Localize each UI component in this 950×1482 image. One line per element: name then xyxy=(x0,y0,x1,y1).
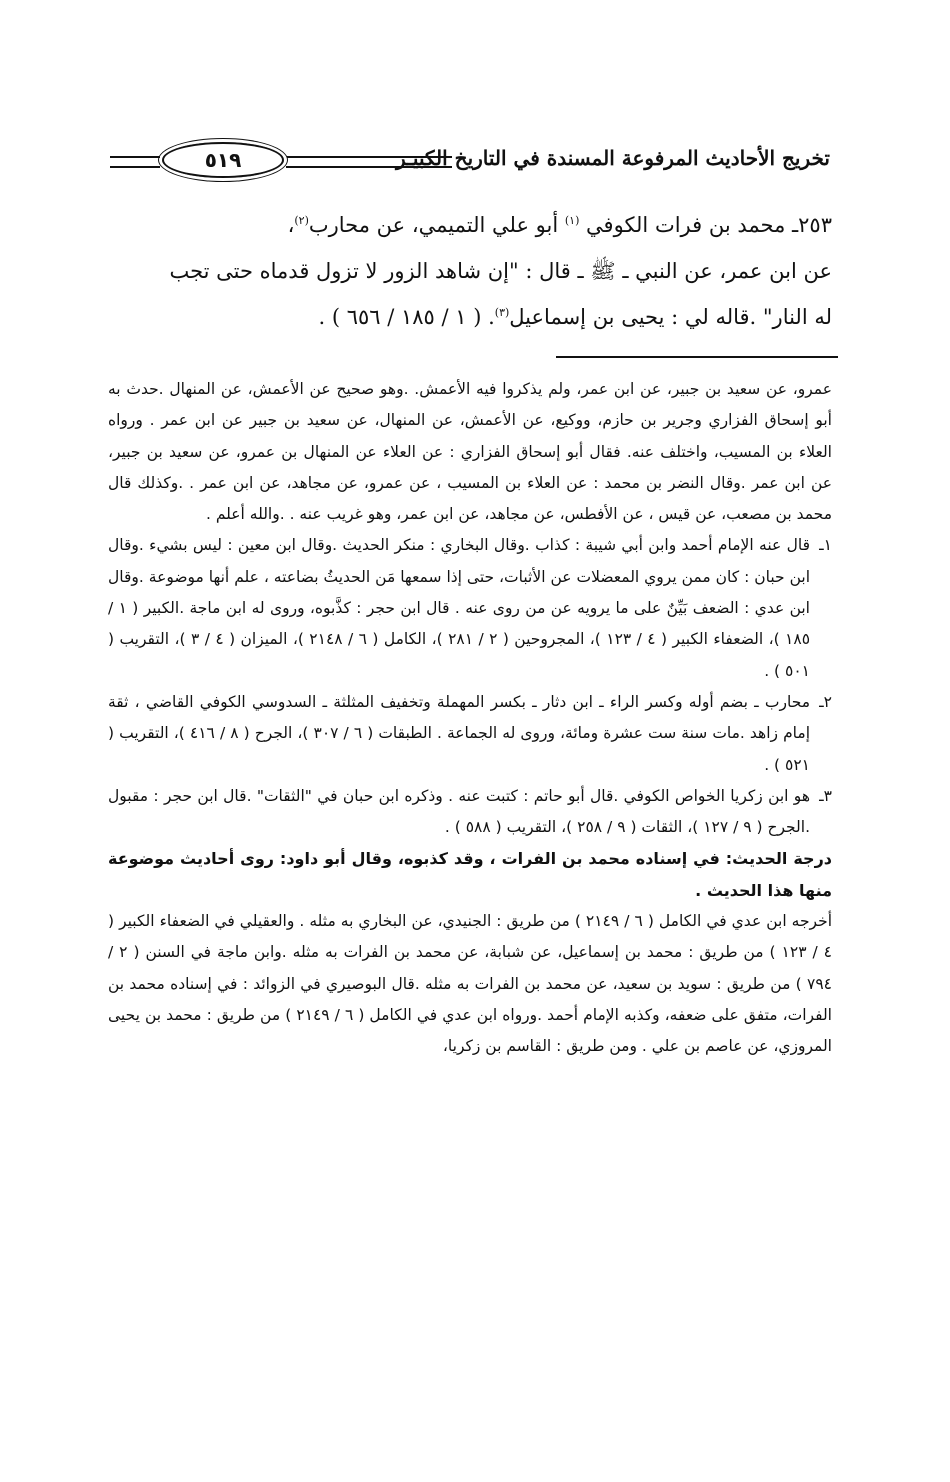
footnote-ref-2: (٢) xyxy=(294,214,309,227)
running-title: تخريج الأحاديث المرفوعة المسندة في التاريخ الكبيـر xyxy=(396,146,830,170)
footnote-3 xyxy=(108,781,832,844)
hadith-line-3 xyxy=(112,294,832,340)
hadith-grade xyxy=(108,843,832,906)
footnote-2-number: ٢ـ xyxy=(819,692,832,711)
hadith-line-1 xyxy=(112,202,832,248)
footnote-ref-1: (١) xyxy=(564,214,580,227)
page-header xyxy=(110,136,830,186)
footnote-ref-3: (٣) xyxy=(494,306,510,319)
footnote-separator xyxy=(556,356,838,358)
takhrij-paragraph: أخرجه ابن عدي في الكامل ( ٦ / ٢١٤٩ ) من طريق : الجنيدي، عن البخاري به مثله . والعقيلي في الضعفاء الكبير ( ٤ / ١٢٣ ) من طريق : محمد بن إسماعيل، عن شبابة، عن محمد بن الفرات به مثله .وابن ماجة في السنن ( ٢ / ٧٩٤ ) من طريق : سويد بن سعيد، عن محمد بن الفرات به مثله .قال البوصيري في الزوائد : في إسناده محمد بن الفرات، متفق على ضعفه، وكذبه الإمام أحمد .ورواه ابن عدي في الكامل ( ٦ / ٢١٤٩ ) من طريق : محمد بن يحيى المروزي، عن عاصم بن علي . ومن طريق : القاسم بن زكريا، xyxy=(108,912,832,1056)
footnote-1-number: ١ـ xyxy=(819,536,832,555)
footnote-2-text: محارب ـ بضم أوله وكسر الراء ـ ابن دثار ـ بكسر المهملة وتخفيف المثلثة ـ السدوسي الكوفي القاضي ، ثقة إمام زاهد .مات سنة ست عشرة ومائة، وروى له الجماعة . الطبقات ( ٦ / ٣٠٧ )، الجرح ( ٨ / ٤١٦ )، التقريب ( ٥٢١ ) . xyxy=(108,692,811,774)
hadith-line-1-b: أبو علي التميمي، عن محارب xyxy=(308,213,565,237)
footnote-1 xyxy=(108,530,832,686)
page-number-badge: ٥١٩ xyxy=(162,142,284,178)
hadith-grade-label: درجة الحديث: xyxy=(725,849,832,869)
hadith-line-2: عن ابن عمر، عن النبي ـ ﷺ ـ قال : "إن شاهد الزور لا تزول قدماه حتى تجب xyxy=(169,259,832,283)
header-rule-left xyxy=(110,156,160,168)
hadith-line-3-b: . ( ١ / ١٨٥ / ٦٥٦ ) . xyxy=(318,305,495,329)
hadith-line-1-a: ٢٥٣ـ محمد بن فرات الكوفي xyxy=(579,213,832,237)
footnotes xyxy=(108,374,832,1063)
hadith-grade-text: في إسناده محمد بن الفرات ، وقد كذبوه، وقال أبو داود: روى أحاديث موضوعة منها هذا الحديث . xyxy=(108,849,832,900)
footnote-3-text: هو ابن زكريا الخواص الكوفي .قال أبو حاتم : كتبت عنه . وذكره ابن حبان في "الثقات" .قال ابن حجر : مقبول .الجرح ( ٩ / ١٢٧ )، الثقات ( ٩ / ٢٥٨ )، التقريب ( ٥٨٨ ) . xyxy=(108,786,810,837)
footnote-continuation: عمرو، عن سعيد بن جبير، عن ابن عمر، ولم يذكروا فيه الأعمش. .وهو صحيح عن الأعمش، عن المنهال .حدث به أبو إسحاق الفزاري وجرير بن حازم، ووكيع، عن الأعمش، عن المنهال، عن سعيد بن جبير عن ابن عمر . ورواه العلاء بن المسيب، واختلف عنه. فقال أبو إسحاق الفزاري : عن العلاء عن المنهال بن عمرو، عن سعيد بن جبير، عن ابن عمر .وقال النضر بن محمد : عن العلاء بن المسيب ، عن عمرو، عن مجاهد، عن ابن عمر . .وكذلك قال محمد بن مصعب، عن قيس ، عن الأفطس، عن مجاهد، عن ابن عمر، وهو غريب عنه . .والله أعلم . xyxy=(108,380,832,524)
hadith-text xyxy=(112,202,832,340)
footnote-3-number: ٣ـ xyxy=(819,786,832,805)
header-rule-right xyxy=(286,156,452,168)
footnote-1-text: قال عنه الإمام أحمد وابن أبي شيبة : كذاب .وقال البخاري : منكر الحديث .وقال ابن معين : ليس بشيء .وقال ابن حبان : كان ممن يروي المعضلات عن الأثبات، حتى إذا سمعها مَن الحديثُ بضاعته ، علم أنها موضوعة .وقال ابن عدي : الضعف بَيِّنٌ على ما يرويه عن من روى عنه . قال ابن حجر : كذَّبوه، وروى له ابن ماجة .الكبير ( ١ / ١٨٥ )، الضعفاء الكبير ( ٤ / ١٢٣ )، المجروحين ( ٢ / ٢٨١ )، الكامل ( ٦ / ٢١٤٨ )، الميزان ( ٤ / ٣ )، التقريب ( ٥٠١ ) . xyxy=(108,536,811,680)
footnote-2 xyxy=(108,687,832,781)
hadith-line-3-a: له النار" .قاله لي : يحيى بن إسماعيل xyxy=(509,305,832,329)
hadith-line-1-c: ، xyxy=(287,213,295,237)
